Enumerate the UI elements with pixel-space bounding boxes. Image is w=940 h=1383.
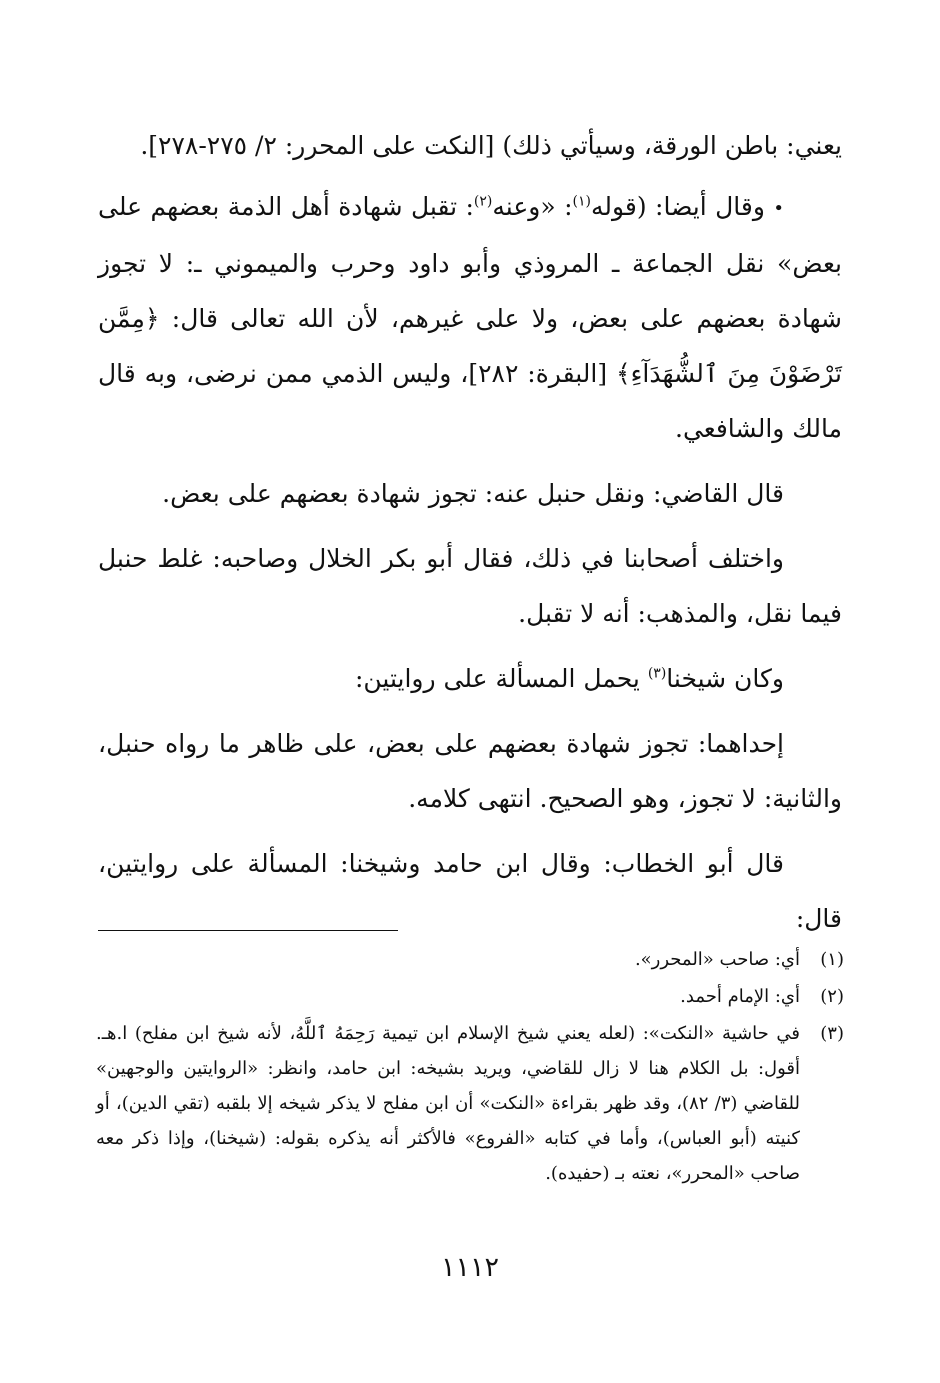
- paragraph-1-text-b: : «وعنه: [492, 192, 573, 221]
- page-number: ١١١٢: [440, 1252, 499, 1283]
- footnote-text: أي: الإمام أحمد.: [680, 986, 800, 1007]
- paragraph-6: قال أبو الخطاب: وقال ابن حامد وشيخنا: المسألة على روايتين، قال:: [98, 849, 842, 933]
- footnote-number: (١): [820, 949, 844, 970]
- paragraph-5: إحداهما: تجوز شهادة بعضهم على بعض، على ظاهر ما رواه حنبل، والثانية: لا تجوز، وهو الصحيح. انتهى كلامه.: [98, 729, 842, 813]
- paragraph-4-text-a: وكان شيخنا: [666, 664, 784, 693]
- footnote-text: أي: صاحب «المحرر».: [634, 949, 800, 970]
- paragraph-4: [98, 651, 842, 706]
- footnote-text: في حاشية «النكت»: (لعله يعني شيخ الإسلام ابن تيمية رَحِمَهُ ٱللَّهُ، لأنه شيخ ابن مفلح) ا.هـ. أقول: بل الكلام هنا لا زال للقاضي، ويريد بشيخه: ابن حامد، وانظر: «الروايتين والوجهين» للقاضي (٣/ ٨٢)، وقد ظهر بقراءة «النكت» أن ابن مفلح لا يذكر شيخه إلا بلقبه (تقي الدين)، أو كنيته (أبو العباس)، وأما في كتابه «الفروع» فالأكثر أنه يذكره بقوله: (شيخنا)، وإذا ذكر معه صاحب «المحرر»، نعته بـ (حفيده).: [96, 1023, 801, 1184]
- paragraph-1-text-a: وقال أيضا: (قوله: [590, 192, 765, 221]
- footnote-1: [96, 942, 844, 977]
- paragraph-4-text-b: يحمل المسألة على روايتين:: [354, 664, 648, 693]
- footnote-ref-1[interactable]: (١): [572, 193, 591, 210]
- footnote-divider: [98, 930, 398, 931]
- footnote-ref-2[interactable]: (٢): [473, 193, 493, 210]
- paragraph-2: قال القاضي: ونقل حنبل عنه: تجوز شهادة بعضهم على بعض.: [162, 479, 784, 508]
- main-text: [98, 118, 842, 946]
- footnote-number: (٣): [820, 1023, 844, 1044]
- paragraph-3: واختلف أصحابنا في ذلك، فقال أبو بكر الخلال وصاحبه: غلط حنبل فيما نقل، والمذهب: أنه لا تقبل.: [98, 544, 842, 628]
- footnote-3: [96, 1016, 844, 1191]
- footnotes: [96, 942, 844, 1193]
- bullet-icon: •: [773, 198, 785, 219]
- footnote-2: [96, 979, 844, 1014]
- paragraph-1-text-c: : تقبل شهادة أهل الذمة بعضهم على بعض» نقل الجماعة ـ المروذي وأبو داود وحرب والميموني ـ: لا تجوز شهادة بعضهم على بعض، ولا على غيرهم، لأن الله تعالى قال: ﴿مِمَّن تَرْضَوْنَ مِنَ ٱلشُّهَدَآءِ﴾ [البقرة: ٢٨٢]، وليس الذمي ممن نرضى، وبه قال مالك والشافعي.: [98, 192, 842, 443]
- paragraph-1: [98, 179, 842, 456]
- continuation-line: يعني: باطن الورقة، وسيأتي ذلك) [النكت على المحرر: ٢/ ٢٧٥-٢٧٨].: [140, 131, 842, 160]
- footnote-ref-3[interactable]: (٣): [647, 665, 667, 682]
- footnote-number: (٢): [820, 986, 844, 1007]
